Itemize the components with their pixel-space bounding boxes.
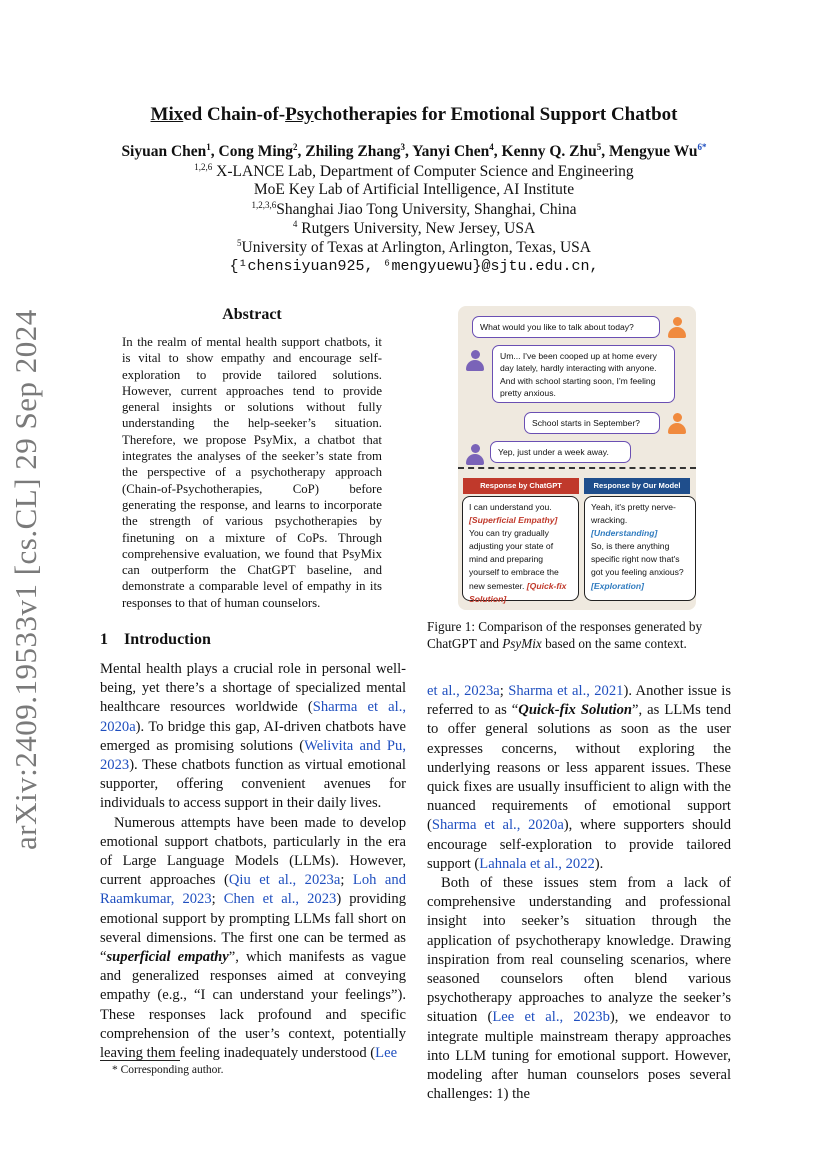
chatgpt-response-box: I can understand you. [Superficial Empathy] You can try gradually adjusting your state of mind and preparing yourself to embrace the new semester. [Quick-fix Solution] xyxy=(462,496,579,601)
affiliation-line: MoE Key Lab of Artificial Intelligence, AI Institute xyxy=(253,181,575,198)
label-understanding: [Understanding] xyxy=(591,528,658,539)
paragraph: Mental health plays a crucial role in personal well-being, yet there’s a shortage of specialized mental healthcare resources worldwide (Sharma et al., 2020a). To bridge this gap, AI-driven chatbots have emerged as promising solutions (Welivita and Pu, 2023). These chatbots function as virtual emotional supporter, offering convenient avenues for individuals to access support in their daily lives. xyxy=(100,661,406,812)
model-response-header: Response by Our Model xyxy=(584,478,690,494)
label-quick-fix-solution: [Quick-fix Solution] xyxy=(469,580,567,604)
author: Zhiling Zhang$^3$ xyxy=(305,142,405,161)
citation-link[interactable]: Sharma et al., 2021 xyxy=(508,683,624,699)
title-underlined-psy: Psy xyxy=(285,104,314,125)
intro-body-left xyxy=(100,660,406,1063)
seeker-avatar-icon xyxy=(466,350,484,372)
title-mid: ed Chain-of- xyxy=(183,104,286,125)
dialog-bubble-supporter: School starts in September? xyxy=(524,412,660,434)
author: Mengyue $Wu^{6*}$ xyxy=(608,142,707,161)
supporter-avatar-icon xyxy=(668,413,686,435)
author: Kenny Q. Zhu$^5$ xyxy=(501,142,602,161)
model-response-box: Yeah, it's pretty nerve-wracking. [Understanding] So, is there anything specific right now that's got you feeling anxious? [Exploration] xyxy=(584,496,696,601)
citation-link[interactable]: Lee xyxy=(375,1045,398,1062)
paper-title xyxy=(0,104,828,126)
author: Yanyi Chen$^4$ xyxy=(412,142,494,161)
author-list: Siyuan Chen$^1$, Cong Ming$^2$, Zhiling Zhang$^3$, Yanyi Chen$^4$, Kenny Q. Zhu$^5$, Mengyue $Wu^{6*}$ xyxy=(121,142,707,161)
intro-body-right xyxy=(427,682,731,1104)
author: Siyuan Chen$^1$ xyxy=(121,142,211,161)
arxiv-stamp: arXiv:2409.19533v1 [cs.CL] 29 Sep 2024 xyxy=(8,309,43,850)
author: Cong Ming$^2$ xyxy=(218,142,298,161)
affiliation-line: $^{1,2,6}$ X-LANCE Lab, Department of Computer Science and Engineering xyxy=(194,162,634,181)
title-underlined-mix: Mix xyxy=(150,104,184,125)
citation-link[interactable]: Welivita and Pu, 2023 xyxy=(100,737,406,774)
footnote: * Corresponding author. xyxy=(112,1064,224,1076)
citation-link[interactable]: Qiu et al., 2023a xyxy=(228,872,341,889)
affiliation-line: $^{1,2,3,6}$Shanghai Jiao Tong University, Shanghai, China xyxy=(251,200,577,219)
author-emails[interactable]: {¹chensiyuan925, ⁶mengyuewu}@sjtu.edu.cn, xyxy=(229,258,599,275)
citation-link[interactable]: Lahnala et al., 2022 xyxy=(479,855,595,872)
citation-link[interactable]: Sharma et al., 2020a xyxy=(431,817,564,834)
seeker-avatar-icon xyxy=(466,444,484,466)
dialog-divider xyxy=(458,467,696,469)
citation-link[interactable]: Loh and Raamkumar, 2023 xyxy=(100,872,407,908)
dialog-bubble-supporter: What would you like to talk about today? xyxy=(472,316,660,338)
dialog-bubble-seeker: Yep, just under a week away. xyxy=(490,441,631,463)
footnote-rule xyxy=(100,1060,180,1061)
abstract-text: In the realm of mental health support chatbots, it is vital to show empathy and encourage self-exploration to provide tailored solutions. However, current approaches tend to provide general insights or solutions without fully understanding the help-seeker’s situation. Therefore, we propose PsyMix, a chatbot that integrates the analyses of the seeker’s state from the perspective of a psychotherapy approach (Chain-of-Psychotherapies, CoP) before generating the response, and learns to incorporate the strength of various psychotherapies by finetuning on a mixture of CoPs. Through comprehensive evaluation, we found that PsyMix can outperform the ChatGPT baseline, and demonstrate a comparable level of empathy in its responses to that of human counselors. xyxy=(122,335,382,610)
chatgpt-response-header: Response by ChatGPT xyxy=(463,478,579,494)
dialog-bubble-seeker: Um... I've been cooped up at home every day lately, hardly interacting with anyone. And with school starting soon, I'm feeling pretty anxious. xyxy=(492,345,675,403)
label-exploration: [Exploration] xyxy=(591,580,644,591)
paragraph: Numerous attempts have been made to develop emotional support chatbots, particularly in the era of Large Language Models (LLMs). However, current approaches (Qiu et al., 2023a; Loh and Raamkumar, 2023; Chen et al., 2023) providing emotional support by prompting LLMs fall short on several dimensions. The first one can be termed as “superficial empathy”, which manifests as vague and generalized responses aimed at conveying empathy (e.g., “I can understand your feelings”). These responses lack profound and specific comprehension of the user’s context, potentially leaving them feeling inadequately understood (Lee xyxy=(100,814,407,1062)
supporter-avatar-icon xyxy=(668,317,686,339)
citation-link[interactable]: Chen et al., 2023 xyxy=(223,891,337,908)
citation-link[interactable]: Lee et al., 2023b xyxy=(492,1009,610,1026)
figure-caption: Figure 1: Comparison of the responses generated by ChatGPT and PsyMix based on the same context. xyxy=(427,619,703,651)
citation-link[interactable]: Sharma et al., 2020a xyxy=(100,699,406,735)
citation-link[interactable]: et al., 2023a xyxy=(427,683,500,699)
label-superficial-empathy: [Superficial Empathy] xyxy=(469,515,558,526)
title-rest: chotherapies for Emotional Support Chatbot xyxy=(313,104,678,125)
affiliation-line: $^5$University of Texas at Arlington, Arlington, Texas, USA xyxy=(237,238,591,257)
affiliation-line: $^4$ Rutgers University, New Jersey, USA xyxy=(292,219,536,238)
abstract-heading: Abstract xyxy=(222,306,282,323)
section-heading-introduction: 1 Introduction xyxy=(100,631,211,648)
paragraph: et al., 2023a; Sharma et al., 2021). Another issue is referred to as “Quick-fix Solution”, as LLMs tend to offer general solutions as soon as the user expresses concerns, without exploring the underlying reasons or less apparent issues. These quick fixes are usually insufficient to align with the nuanced requirements of emotional support (Sharma et al., 2020a), where supporters should encourage self-exploration to provide tailored support (Lahnala et al., 2022). xyxy=(427,683,732,872)
paragraph: Both of these issues stem from a lack of comprehensive understanding and professional insight into seeker’s situation through the application of psychotherapy knowledge. Drawing inspiration from real counseling scenarios, where seasoned counselors often blend various psychotherapy approaches to analyze the seeker’s situation (Lee et al., 2023b), we endeavor to integrate multiple mainstream therapy approaches into LLM tuning for emotional support. However, modeling after human counselors poses several challenges: 1) the xyxy=(427,875,731,1103)
